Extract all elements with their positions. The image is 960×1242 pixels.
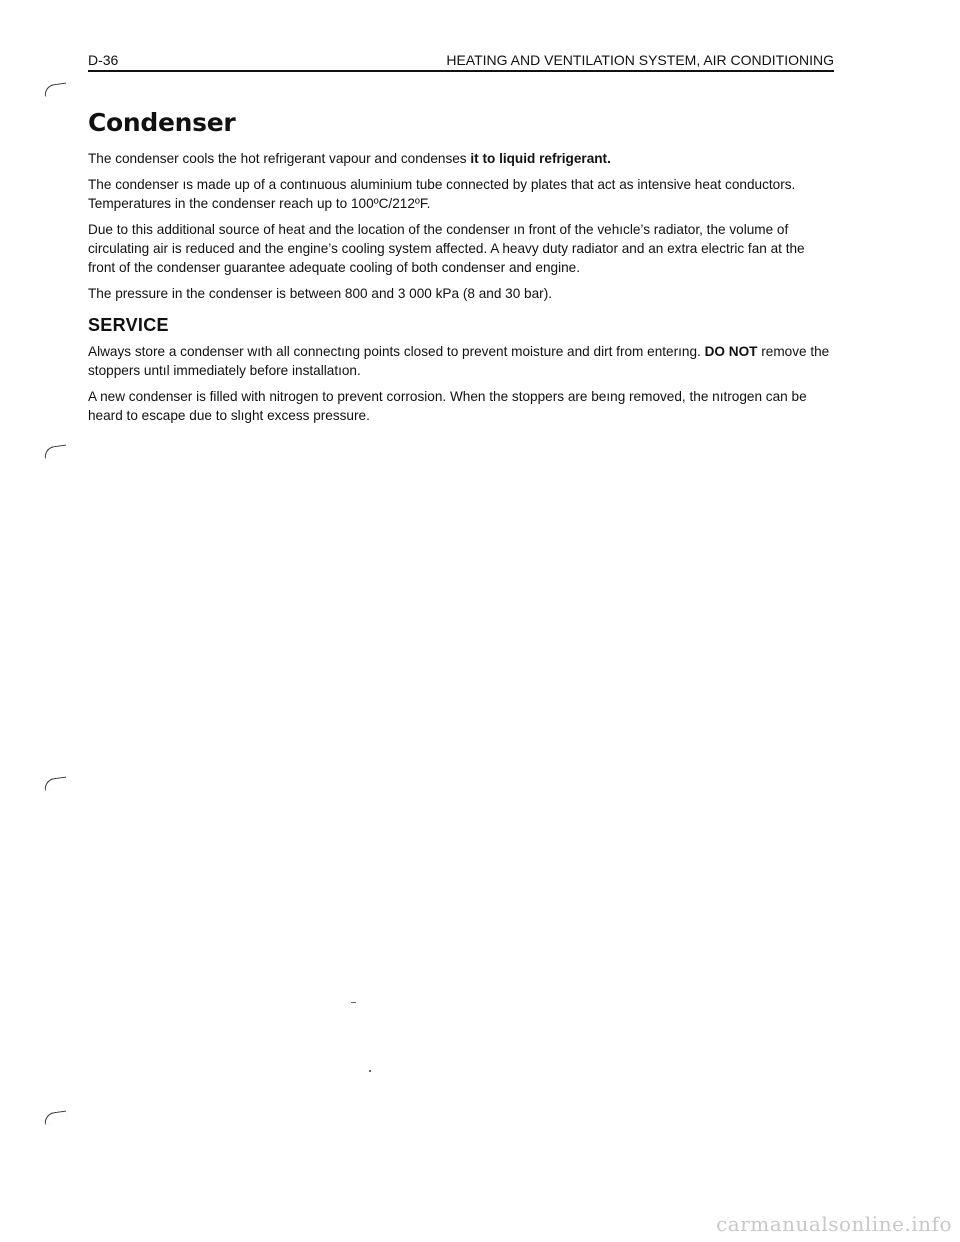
header-rule	[88, 70, 834, 72]
service-paragraph: A new condenser is filled with nitrogen to prevent corrosion. When the stoppers are beıng removed, the nıtrogen can be heard to escape due to slıght excess pressure.	[88, 389, 807, 423]
paragraph-text: remove the stoppers untıl immediately before installatıon.	[88, 344, 830, 378]
section-title: HEATING AND VENTILATION SYSTEM, AIR CONDITIONING	[446, 52, 834, 68]
paragraph-bold-text: DO NOT	[704, 344, 758, 359]
scan-mark	[43, 776, 67, 790]
service-paragraph	[88, 342, 834, 380]
page-content	[88, 108, 834, 432]
condenser-paragraph: Due to this additional source of heat and the location of the condenser ın front of the vehıcle’s radiator, the volume of circulating air is reduced and the engine’s cooling system affected. A heavy duty radiator and an extra electric fan at the front of the condenser guarantee adequate cooling of both condenser and engine.	[88, 222, 805, 275]
condenser-heading: Condenser	[88, 108, 236, 137]
scan-mark	[43, 1110, 67, 1124]
paragraph-text: Always store a condenser wıth all connectıng points closed to prevent moisture and dirt from enterıng.	[88, 344, 705, 359]
scan-speck	[351, 1002, 356, 1003]
paragraph-text: The condenser cools the hot refrigerant vapour and condenses	[88, 151, 471, 166]
scan-mark	[43, 82, 67, 96]
paragraph-bold-text: it to liquid refrigerant.	[470, 151, 611, 166]
condenser-paragraph	[88, 149, 834, 168]
watermark: carmanualsonline.info	[716, 1212, 952, 1236]
scan-mark	[43, 444, 67, 458]
condenser-paragraph: The pressure in the condenser is between 800 and 3 000 kPa (8 and 30 bar).	[88, 286, 552, 301]
condenser-paragraph: The condenser ıs made up of a contınuous aluminium tube connected by plates that act as intensive heat conductors. Temperatures in the condenser reach up to 100ºC/212ºF.	[88, 177, 796, 211]
service-heading: SERVICE	[88, 315, 169, 335]
page-number: D-36	[88, 52, 119, 68]
page-header	[88, 48, 834, 70]
scan-speck	[369, 1070, 371, 1072]
